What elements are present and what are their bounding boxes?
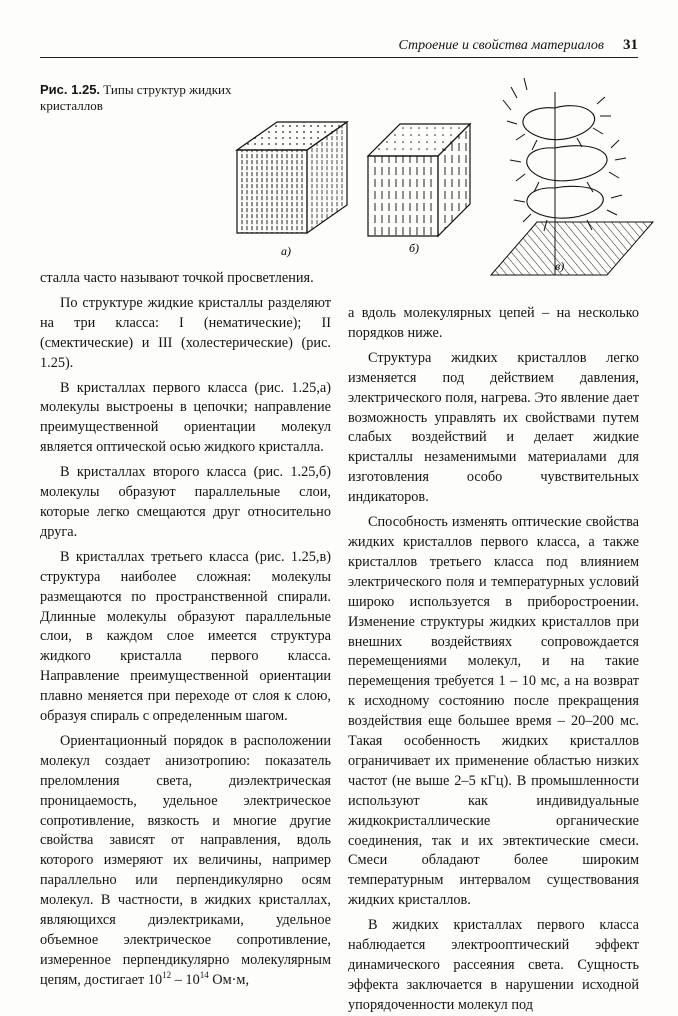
liquid-crystal-figure (225, 70, 665, 280)
label-b: б) (409, 241, 420, 255)
paragraph: а вдоль молекулярных цепей – на несколько порядков ниже. (348, 305, 639, 341)
paragraph: В кристаллах второго класса (рис. 1.25,б) молекулы образуют параллельные слои, которые легко смещаются друг относительно друга. (40, 464, 331, 540)
paragraph: Способность изменять оптические свойства жидких кристаллов первого класса, а также кристаллов третьего класса под влиянием электрического поля и температурных условий широко используется в приборостроении. Изменение структуры жидких кристаллов при внешних воздействиях сопровождается перемещениями молекул, и на такие перемещения требуется 1 – 10 мс, а на возврат к исходному состоянию после прекращения воздействия еще большее время – 20–200 мс. Такая особенность жидких кристаллов ограничивает их применение областью низких частот (не выше 2–5 кГц). В промышленности используют как индивидуальные жидкокристаллические органические соединения, так и их эвтектические смеси. Смеси обладают более широким температурным интервалом существования жидких кристаллов. (348, 514, 639, 909)
paragraph: В кристаллах третьего класса (рис. 1.25,в) структура наиболее сложная: молекулы размещаются по пространственной спирали. Длинные молекулы образуют параллельные слои, в каждом слое имеется структура жидкого кристалла первого класса. Направление преимущественной ориентации плавно меняется при переходе от слоя к слою, образуя спираль с определенным шагом. (40, 548, 331, 725)
range-dash: – (171, 971, 186, 988)
figure-caption (40, 82, 240, 114)
paragraph: Структура жидких кристаллов легко изменяется под действием давления, электрического поля, нагрева. Это явление дает возможность управлять их свойствами путем слабых воздействий и делает жидкие кристаллы незаменимыми материалами для изготовления особо чувствительных индикаторов. (348, 349, 639, 506)
power-base: 10 (147, 971, 163, 988)
paragraph: По структуре жидкие кристаллы разделяют на три класса: I (нематические); II (смектические) и III (холестерические) (рис. 1.25). (40, 294, 331, 371)
page-number: 31 (623, 37, 638, 53)
caption-label: Рис. 1.25. (40, 82, 101, 97)
paragraph: сталла часто называют точкой просветления. (40, 270, 314, 286)
paragraph: В кристаллах первого класса (рис. 1.25,а) молекулы выстроены в цепочки; направление преимущественной ориентации молекул является оптической осью жидкого кристалла. (40, 379, 331, 456)
cube-a (237, 122, 347, 233)
cube-b (368, 124, 470, 236)
label-a: а) (281, 244, 291, 258)
caption-text: Типы структур жидких кристаллов (40, 82, 232, 113)
power-exponent: 12 (162, 970, 172, 981)
paragraph: В жидких кристаллах первого класса наблюдается электрооптический эффект динамического рассеяния света. Сущность эффекта заключается в нарушении исходной упорядоченности молекул под (348, 917, 639, 1013)
paragraph (40, 732, 331, 991)
running-title: Строение и свойства материалов (398, 38, 604, 53)
running-header (40, 33, 638, 58)
unit: Ом·м, (208, 971, 250, 988)
power-base: 10 (185, 971, 200, 988)
left-column (40, 269, 331, 991)
right-column (348, 304, 639, 1016)
helix-c (491, 78, 653, 275)
power-exponent: 14 (199, 970, 209, 981)
label-c: в) (555, 259, 565, 273)
paragraph-text: Ориентационный порядок в расположении молекул создает анизотропию: показатель преломления света, диэлектрическая проницаемость, удельное электрическое сопротивление, вязкость и многие другие свойства зависят от направления, вдоль которого измеряют их величины, например параллельно или перпендикулярно осям молекул. В частности, в жидких кристаллах, являющихся диэлектриками, удельное объемное электрическое сопротивление, измеренное перпендикулярно молекулярным цепям, достигает (40, 732, 331, 988)
